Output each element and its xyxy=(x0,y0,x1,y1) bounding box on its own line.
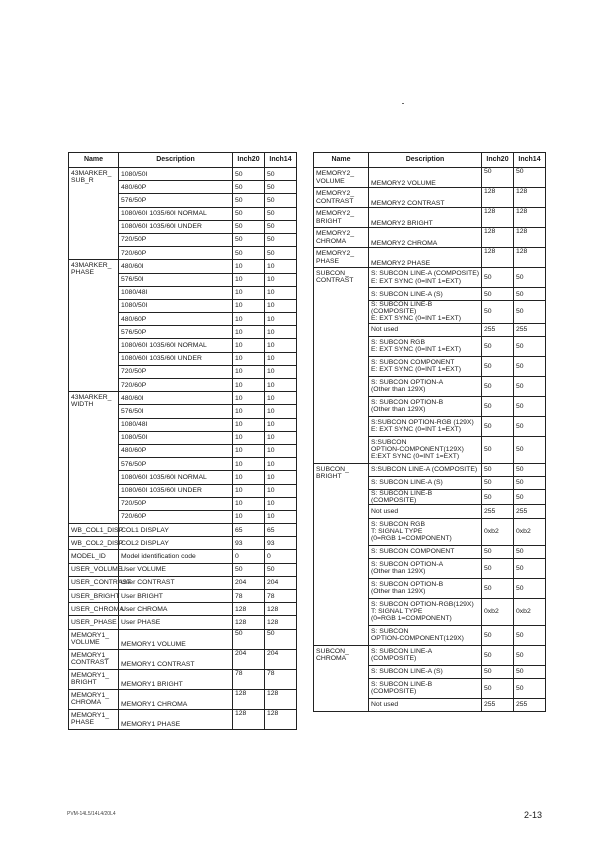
inch20-value: 255 xyxy=(482,505,514,518)
inch14-value: 204 xyxy=(265,649,297,669)
inch20-value: 50 xyxy=(482,463,514,476)
inch14-value: 10 xyxy=(265,286,297,299)
table-row xyxy=(69,709,297,729)
inch14-value: 128 xyxy=(514,188,546,208)
inch14-value: 50 xyxy=(514,490,546,505)
table-row xyxy=(314,228,546,248)
setting-description: 1080/60I 1035/60I UNDER xyxy=(119,484,233,497)
setting-name: 43MARKER_ WIDTH xyxy=(69,392,119,524)
inch20-value: 10 xyxy=(233,352,265,365)
inch20-value: 50 xyxy=(233,181,265,194)
inch14-value: 128 xyxy=(265,689,297,709)
inch14-value: 10 xyxy=(265,299,297,312)
setting-name: USER_CONTRAST xyxy=(69,576,119,589)
setting-description: S:SUBCON OPTION-COMPONENT(129X) E:EXT SYNC (0=INT 1=EXT) xyxy=(369,436,482,463)
inch14-value: 50 xyxy=(265,563,297,576)
inch14-value: 204 xyxy=(265,576,297,589)
inch14-value: 50 xyxy=(514,288,546,301)
inch14-value: 50 xyxy=(265,233,297,246)
setting-description: 1080/50I xyxy=(119,299,233,312)
table-row xyxy=(69,260,297,273)
inch20-value: 10 xyxy=(233,273,265,286)
inch14-value: 10 xyxy=(265,484,297,497)
table-row xyxy=(69,550,297,563)
inch14-value: 50 xyxy=(514,476,546,489)
inch14-value: 10 xyxy=(265,392,297,405)
inch14-value: 50 xyxy=(514,625,546,645)
setting-name: MEMORY2_ CONTRAST xyxy=(314,188,369,208)
table-row xyxy=(69,168,297,181)
setting-description: 1080/60I 1035/60I UNDER xyxy=(119,220,233,233)
inch20-value: 10 xyxy=(233,458,265,471)
setting-description: 1080/48I xyxy=(119,286,233,299)
inch14-value: 50 xyxy=(265,220,297,233)
setting-description: S: SUBCON LINE-A (COMPOSITE) xyxy=(369,645,482,665)
inch20-value: 10 xyxy=(233,497,265,510)
inch14-value: 50 xyxy=(514,558,546,578)
inch20-value: 255 xyxy=(482,323,514,336)
inch20-value: 50 xyxy=(482,678,514,698)
setting-description: MEMORY1 CHROMA xyxy=(119,689,233,709)
setting-name: MEMORY1_ PHASE xyxy=(69,709,119,729)
inch14-value: 255 xyxy=(514,505,546,518)
setting-description: 720/50P xyxy=(119,233,233,246)
table-row xyxy=(69,649,297,669)
setting-description: 1080/60I 1035/60I NORMAL xyxy=(119,339,233,352)
setting-description: MEMORY1 CONTRAST xyxy=(119,649,233,669)
inch20-value: 50 xyxy=(482,268,514,288)
inch20-value: 50 xyxy=(482,376,514,396)
inch20-value: 50 xyxy=(233,194,265,207)
inch20-value: 50 xyxy=(482,665,514,678)
setting-description: S: SUBCON RGB E: EXT SYNC (0=INT 1=EXT) xyxy=(369,336,482,356)
inch14-value: 128 xyxy=(514,248,546,268)
inch20-value: 0xb2 xyxy=(482,598,514,625)
setting-description: 480/60I xyxy=(119,260,233,273)
inch14-value: 255 xyxy=(514,323,546,336)
inch20-value: 128 xyxy=(233,616,265,629)
inch20-value: 0xb2 xyxy=(482,518,514,545)
setting-description: MEMORY2 CONTRAST xyxy=(369,188,482,208)
setting-name: USER_BRIGHT xyxy=(69,590,119,603)
inch14-header: Inch14 xyxy=(265,153,297,168)
inch14-value: 10 xyxy=(265,326,297,339)
setting-name: MEMORY2_ PHASE xyxy=(314,248,369,268)
inch20-header: Inch20 xyxy=(482,153,514,168)
setting-description: Model identification code xyxy=(119,550,233,563)
inch20-value: 10 xyxy=(233,392,265,405)
inch14-value: 10 xyxy=(265,365,297,378)
setting-name: USER_CHROMA xyxy=(69,603,119,616)
inch20-value: 50 xyxy=(482,356,514,376)
setting-description: 720/50P xyxy=(119,497,233,510)
inch20-value: 50 xyxy=(482,301,514,323)
inch14-value: 50 xyxy=(514,578,546,598)
inch14-value: 50 xyxy=(265,629,297,649)
inch20-value: 10 xyxy=(233,510,265,523)
setting-description: Not used xyxy=(369,323,482,336)
setting-name: MEMORY1_ CHROMA xyxy=(69,689,119,709)
page-number: 2-13 xyxy=(524,810,543,820)
inch20-value: 50 xyxy=(233,629,265,649)
setting-description: 720/60P xyxy=(119,510,233,523)
inch14-value: 10 xyxy=(265,510,297,523)
setting-description: 1080/50I xyxy=(119,431,233,444)
setting-description: 1080/60I 1035/60I NORMAL xyxy=(119,471,233,484)
table-row xyxy=(314,248,546,268)
setting-name: USER_PHASE xyxy=(69,616,119,629)
table-row xyxy=(314,208,546,228)
inch14-value: 78 xyxy=(265,669,297,689)
inch20-value: 10 xyxy=(233,286,265,299)
setting-description: COL1 DISPLAY xyxy=(119,524,233,537)
table-row xyxy=(69,392,297,405)
inch20-value: 50 xyxy=(482,168,514,188)
header-row xyxy=(314,153,546,168)
inch20-value: 10 xyxy=(233,260,265,273)
inch14-header: Inch14 xyxy=(514,153,546,168)
inch20-value: 50 xyxy=(482,416,514,436)
inch14-value: 10 xyxy=(265,458,297,471)
setting-name: MEMORY2_ VOLUME xyxy=(314,168,369,188)
inch20-value: 50 xyxy=(482,288,514,301)
left-settings-table xyxy=(68,152,297,730)
setting-description: 576/50I xyxy=(119,273,233,286)
setting-description: MEMORY2 VOLUME xyxy=(369,168,482,188)
setting-description: COL2 DISPLAY xyxy=(119,537,233,550)
inch20-value: 65 xyxy=(233,524,265,537)
inch20-value: 128 xyxy=(482,248,514,268)
inch20-value: 128 xyxy=(233,689,265,709)
description-header: Description xyxy=(119,153,233,168)
table-row xyxy=(69,537,297,550)
inch14-value: 128 xyxy=(265,709,297,729)
setting-description: S: SUBCON RGB T: SIGNAL TYPE (0=RGB 1=COMPONENT) xyxy=(369,518,482,545)
inch20-value: 0 xyxy=(233,550,265,563)
inch14-value: 50 xyxy=(265,168,297,181)
inch14-value: 10 xyxy=(265,497,297,510)
inch14-value: 50 xyxy=(514,463,546,476)
inch14-value: 0xb2 xyxy=(514,518,546,545)
inch14-value: 50 xyxy=(514,645,546,665)
model-footer: PVM-14L5/14L4/20L4 xyxy=(67,811,116,817)
inch14-value: 50 xyxy=(514,545,546,558)
setting-description: MEMORY2 PHASE xyxy=(369,248,482,268)
inch14-value: 93 xyxy=(265,537,297,550)
inch20-value: 93 xyxy=(233,537,265,550)
inch14-value: 50 xyxy=(514,301,546,323)
inch14-value: 0xb2 xyxy=(514,598,546,625)
setting-description: S: SUBCON OPTION-RGB(129X) T: SIGNAL TYPE (0=RGB 1=COMPONENT) xyxy=(369,598,482,625)
setting-name: SUBCON_ BRIGHT xyxy=(314,463,369,645)
inch20-value: 204 xyxy=(233,649,265,669)
inch14-value: 128 xyxy=(514,228,546,248)
setting-name: MEMORY2_ CHROMA xyxy=(314,228,369,248)
setting-description: S: SUBCON COMPONENT xyxy=(369,545,482,558)
setting-description: 480/60I xyxy=(119,392,233,405)
setting-description: S: SUBCON LINE-B (COMPOSITE) xyxy=(369,490,482,505)
setting-name: WB_COL1_DISP xyxy=(69,524,119,537)
inch14-value: 50 xyxy=(514,356,546,376)
setting-description: S: SUBCON LINE-A (COMPOSITE) E: EXT SYNC (0=INT 1=EXT) xyxy=(369,268,482,288)
setting-description: S: SUBCON LINE-A (S) xyxy=(369,476,482,489)
setting-description: 720/60P xyxy=(119,247,233,260)
inch20-value: 50 xyxy=(482,645,514,665)
setting-description: MEMORY1 VOLUME xyxy=(119,629,233,649)
setting-description: S: SUBCON OPTION-A (Other than 129X) xyxy=(369,376,482,396)
inch14-value: 10 xyxy=(265,260,297,273)
inch14-value: 128 xyxy=(265,603,297,616)
setting-description: User CHROMA xyxy=(119,603,233,616)
inch14-value: 50 xyxy=(265,247,297,260)
name-header: Name xyxy=(69,153,119,168)
inch14-value: 10 xyxy=(265,471,297,484)
setting-description: User CONTRAST xyxy=(119,576,233,589)
setting-description: MEMORY1 PHASE xyxy=(119,709,233,729)
right-settings-table xyxy=(313,152,546,712)
inch20-value: 50 xyxy=(233,220,265,233)
inch20-value: 10 xyxy=(233,431,265,444)
inch20-value: 10 xyxy=(233,379,265,392)
setting-description: Not used xyxy=(369,698,482,711)
inch20-value: 128 xyxy=(482,188,514,208)
inch20-value: 255 xyxy=(482,698,514,711)
setting-description: 720/50P xyxy=(119,365,233,378)
inch20-value: 50 xyxy=(482,558,514,578)
setting-description: 480/60P xyxy=(119,313,233,326)
inch14-value: 10 xyxy=(265,418,297,431)
setting-description: 1080/50I xyxy=(119,168,233,181)
inch20-value: 128 xyxy=(233,603,265,616)
inch20-value: 50 xyxy=(482,625,514,645)
setting-description: S:SUBCON LINE-A (COMPOSITE) xyxy=(369,463,482,476)
inch20-value: 50 xyxy=(233,233,265,246)
setting-name: MEMORY1_ CONTRAST xyxy=(69,649,119,669)
table-row xyxy=(69,563,297,576)
setting-description: 576/50P xyxy=(119,194,233,207)
setting-description: 720/60P xyxy=(119,379,233,392)
inch20-value: 50 xyxy=(482,476,514,489)
inch20-value: 10 xyxy=(233,299,265,312)
inch14-value: 50 xyxy=(265,207,297,220)
setting-name: 43MARKER_ SUB_R xyxy=(69,168,119,260)
name-header: Name xyxy=(314,153,369,168)
inch14-value: 50 xyxy=(265,181,297,194)
setting-description: 480/60P xyxy=(119,444,233,457)
inch14-value: 0 xyxy=(265,550,297,563)
inch20-value: 10 xyxy=(233,405,265,418)
inch14-value: 255 xyxy=(514,698,546,711)
inch20-value: 10 xyxy=(233,418,265,431)
inch14-value: 65 xyxy=(265,524,297,537)
setting-name: MEMORY2_ BRIGHT xyxy=(314,208,369,228)
inch14-value: 78 xyxy=(265,590,297,603)
setting-name: MEMORY1_ BRIGHT xyxy=(69,669,119,689)
inch14-value: 128 xyxy=(514,208,546,228)
inch14-value: 50 xyxy=(514,168,546,188)
inch20-value: 78 xyxy=(233,669,265,689)
inch20-value: 204 xyxy=(233,576,265,589)
inch20-value: 50 xyxy=(482,545,514,558)
description-header: Description xyxy=(369,153,482,168)
inch14-value: 50 xyxy=(514,268,546,288)
inch20-value: 10 xyxy=(233,339,265,352)
inch20-value: 10 xyxy=(233,444,265,457)
setting-name: MODEL_ID xyxy=(69,550,119,563)
inch20-value: 10 xyxy=(233,471,265,484)
setting-description: 1080/48I xyxy=(119,418,233,431)
setting-description: MEMORY1 BRIGHT xyxy=(119,669,233,689)
table-row xyxy=(69,590,297,603)
setting-description: 576/50P xyxy=(119,326,233,339)
inch14-value: 50 xyxy=(514,678,546,698)
inch14-value: 10 xyxy=(265,339,297,352)
table-row xyxy=(314,168,546,188)
table-row xyxy=(69,616,297,629)
setting-description: S: SUBCON OPTION-B (Other than 129X) xyxy=(369,578,482,598)
setting-name: 43MARKER_ PHASE xyxy=(69,260,119,392)
inch20-value: 10 xyxy=(233,326,265,339)
table-row xyxy=(314,268,546,288)
setting-description: Not used xyxy=(369,505,482,518)
inch14-value: 50 xyxy=(514,416,546,436)
setting-description: S: SUBCON COMPONENT E: EXT SYNC (0=INT 1=EXT) xyxy=(369,356,482,376)
table-row xyxy=(314,463,546,476)
setting-description: S: SUBCON OPTION-A (Other than 129X) xyxy=(369,558,482,578)
setting-description: S: SUBCON LINE-B (COMPOSITE) E: EXT SYNC (0=INT 1=EXT) xyxy=(369,301,482,323)
inch14-value: 10 xyxy=(265,352,297,365)
inch14-value: 50 xyxy=(265,194,297,207)
setting-name: SUBCON_ CHROMA xyxy=(314,645,369,711)
setting-description: S: SUBCON LINE-A (S) xyxy=(369,288,482,301)
inch14-value: 50 xyxy=(514,376,546,396)
setting-name: SUBCON_ CONTRAST xyxy=(314,268,369,464)
setting-description: S: SUBCON LINE-A (S) xyxy=(369,665,482,678)
inch20-value: 50 xyxy=(482,436,514,463)
inch14-value: 10 xyxy=(265,379,297,392)
table-row xyxy=(69,603,297,616)
setting-description: S: SUBCON LINE-B (COMPOSITE) xyxy=(369,678,482,698)
inch20-value: 50 xyxy=(482,396,514,416)
inch20-value: 128 xyxy=(233,709,265,729)
table-row xyxy=(69,524,297,537)
inch20-value: 50 xyxy=(233,168,265,181)
header-row xyxy=(69,153,297,168)
inch14-value: 50 xyxy=(514,665,546,678)
setting-description: 576/50I xyxy=(119,405,233,418)
inch20-value: 128 xyxy=(482,228,514,248)
table-row xyxy=(314,188,546,208)
setting-name: WB_COL2_DISP xyxy=(69,537,119,550)
setting-description: User BRIGHT xyxy=(119,590,233,603)
inch14-value: 10 xyxy=(265,273,297,286)
inch20-value: 10 xyxy=(233,365,265,378)
inch20-header: Inch20 xyxy=(233,153,265,168)
setting-description: User PHASE xyxy=(119,616,233,629)
inch20-value: 50 xyxy=(482,578,514,598)
setting-name: USER_VOLUME xyxy=(69,563,119,576)
inch14-value: 50 xyxy=(514,336,546,356)
setting-description: 1080/60I 1035/60I UNDER xyxy=(119,352,233,365)
inch14-value: 10 xyxy=(265,431,297,444)
table-row xyxy=(69,576,297,589)
table-row xyxy=(69,629,297,649)
table-row xyxy=(69,669,297,689)
setting-description: 1080/60I 1035/60I NORMAL xyxy=(119,207,233,220)
setting-description: S: SUBCON OPTION-COMPONENT(129X) xyxy=(369,625,482,645)
inch14-value: 10 xyxy=(265,405,297,418)
inch14-value: 50 xyxy=(514,436,546,463)
inch20-value: 50 xyxy=(233,207,265,220)
inch20-value: 50 xyxy=(482,490,514,505)
setting-description: MEMORY2 BRIGHT xyxy=(369,208,482,228)
table-row xyxy=(69,689,297,709)
table-row xyxy=(314,645,546,665)
setting-name: MEMORY1_ VOLUME xyxy=(69,629,119,649)
inch20-value: 50 xyxy=(233,563,265,576)
setting-description: S:SUBCON OPTION-RGB (129X) E: EXT SYNC (0=INT 1=EXT) xyxy=(369,416,482,436)
setting-description: User VOLUME xyxy=(119,563,233,576)
inch20-value: 50 xyxy=(233,247,265,260)
setting-description: S: SUBCON OPTION-B (Other than 129X) xyxy=(369,396,482,416)
inch20-value: 10 xyxy=(233,484,265,497)
inch14-value: 128 xyxy=(265,616,297,629)
setting-description: 576/50P xyxy=(119,458,233,471)
inch14-value: 10 xyxy=(265,313,297,326)
inch20-value: 78 xyxy=(233,590,265,603)
inch20-value: 128 xyxy=(482,208,514,228)
inch14-value: 10 xyxy=(265,444,297,457)
setting-description: 480/60P xyxy=(119,181,233,194)
setting-description: MEMORY2 CHROMA xyxy=(369,228,482,248)
inch20-value: 10 xyxy=(233,313,265,326)
inch14-value: 50 xyxy=(514,396,546,416)
inch20-value: 50 xyxy=(482,336,514,356)
